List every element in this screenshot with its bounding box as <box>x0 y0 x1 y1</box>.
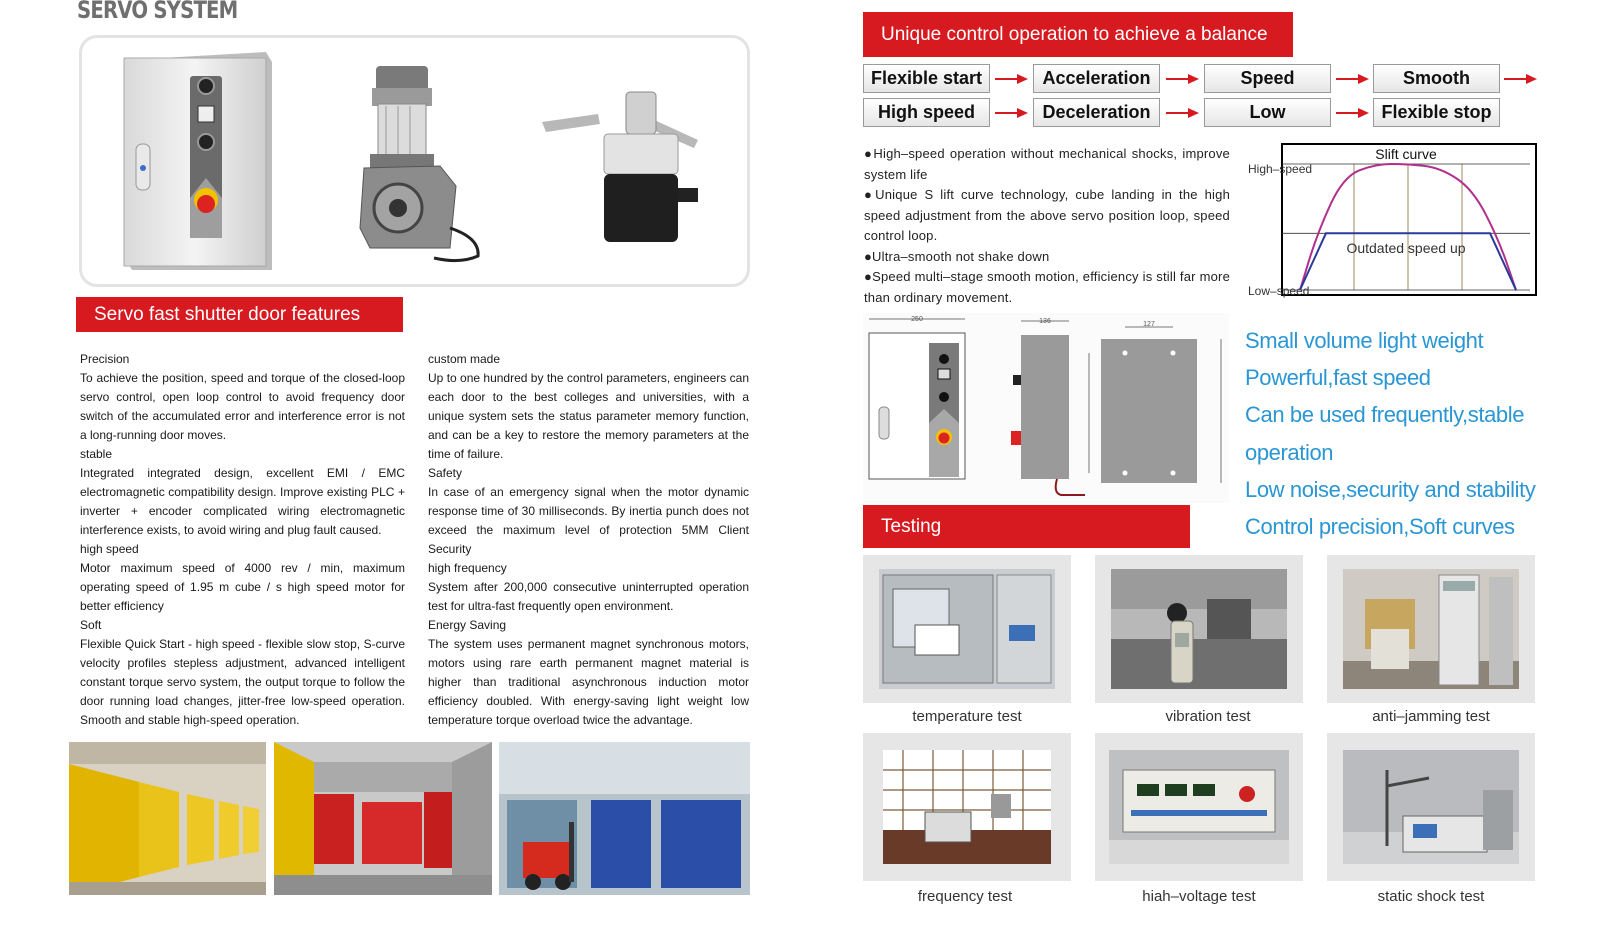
dimension-drawing <box>863 313 1229 503</box>
key-feature: Control precision,Soft curves <box>1245 514 1515 540</box>
flow-step: Low <box>1204 98 1331 127</box>
feature-heading: stable <box>80 447 113 461</box>
testing-heading: Testing <box>863 505 1190 548</box>
balance-heading: Unique control operation to achieve a balance <box>863 12 1293 57</box>
static-shock-test-photo <box>1327 733 1535 881</box>
feature-heading: Safety <box>428 466 463 480</box>
dim-mount: 127 <box>1143 321 1155 328</box>
features-heading: Servo fast shutter door features <box>76 297 403 332</box>
test-label: vibration test <box>1165 708 1251 725</box>
bullet-item: ●High–speed operation without mechanical shocks, improve system life <box>864 146 1230 182</box>
feature-body: Motor maximum speed of 4000 rev / min, maximum operating speed of 1.95 m cube / s high speed motor for better efficiency <box>80 561 405 613</box>
flow-step: Deceleration <box>1033 98 1160 127</box>
feature-heading: high speed <box>80 542 139 556</box>
feature-body: In case of an emergency signal when the motor dynamic response time of 30 milliseconds. By inertia punch does not exceed the maximum level of protection 5MM Client Security <box>428 485 749 556</box>
key-feature: operation <box>1245 439 1334 465</box>
test-label: frequency test <box>917 888 1013 905</box>
feature-heading: Soft <box>80 618 102 632</box>
key-feature: Powerful,fast speed <box>1245 365 1431 391</box>
arrow-right-icon <box>1334 73 1370 85</box>
chart-frame <box>1282 144 1536 295</box>
feature-body: To achieve the position, speed and torque of the closed-loop servo control, open loop control to avoid frequency door switch of the accumulated error and interference error is not a long-running door moves. <box>80 371 405 442</box>
yellow-doors-photo <box>69 742 266 895</box>
test-label: anti–jamming test <box>1372 708 1490 725</box>
flow-step: Flexible start <box>863 64 990 93</box>
feature-heading: custom made <box>428 352 501 366</box>
arrow-right-icon <box>993 73 1029 85</box>
key-feature: Small volume light weight <box>1245 328 1484 353</box>
forklift-warehouse-photo <box>499 742 750 895</box>
features-column-right <box>428 350 749 730</box>
flow-step: Speed <box>1204 64 1331 93</box>
s-curve-chart <box>1248 142 1538 300</box>
bullet-item: ●Unique S lift curve technology, cube landing in the high speed adjustment from the above servo position loop, speed control loop. <box>864 187 1230 243</box>
chart-title: Slift curve <box>1375 146 1437 162</box>
test-label: static shock test <box>1377 888 1485 905</box>
flow-step: Smooth <box>1373 64 1500 93</box>
gear-motor-image <box>350 58 500 268</box>
feature-heading: Precision <box>80 352 130 366</box>
red-doors-photo <box>274 742 492 895</box>
anti-jamming-test-photo <box>1327 555 1535 703</box>
arrow-right-icon <box>993 107 1029 119</box>
key-features-list <box>1245 322 1545 545</box>
test-label: temperature test <box>912 708 1022 725</box>
flow-step: Flexible stop <box>1373 98 1500 127</box>
features-column-left <box>80 350 405 730</box>
control-cabinet-image <box>120 48 280 273</box>
high-voltage-test-photo <box>1095 733 1303 881</box>
arrow-right-icon <box>1334 107 1370 119</box>
vibration-test-photo <box>1095 555 1303 703</box>
arrow-right-icon <box>1164 73 1200 85</box>
feature-heading: high frequency <box>428 561 507 575</box>
chart-annotation: Outdated speed up <box>1346 240 1466 256</box>
feature-body: Integrated integrated design, excellent EMI / EMC electromagnetic compatibility design. Improve existing PLC + inverter + encoder complicated wiring electromagnetic interference exists, to avoid wiring and plug fault caused. <box>80 466 405 537</box>
y-label-top: High–speed <box>1248 162 1313 176</box>
product-gallery <box>79 35 750 287</box>
arrow-right-icon <box>1164 107 1200 119</box>
bullet-item: ●Speed multi–stage smooth motion, efficiency is still far more than ordinary movement. <box>864 269 1230 305</box>
dim-width: 250 <box>911 316 923 323</box>
feature-body: System after 200,000 consecutive uninterrupted operation test for ultra-fast frequently open environment. <box>428 580 749 613</box>
temperature-test-photo <box>863 555 1071 703</box>
feature-body: Up to one hundred by the control parameters, engineers can each door to the best colleges and universities, with a unique system sets the status parameter memory function, and can be a key to restore the memory parameters at the time of failure. <box>428 371 749 461</box>
key-feature: Low noise,security and stability <box>1245 476 1536 502</box>
benefit-bullets <box>864 144 1230 308</box>
feature-body: The system uses permanent magnet synchronous motors, motors using rare earth permanent magnet material is higher than traditional asynchronous induction motor efficiency doubled. With energy-saving light weight low temperature torque overload twice the advantage. <box>428 637 749 727</box>
arrow-right-icon <box>1502 73 1538 85</box>
flow-step: High speed <box>863 98 990 127</box>
test-label: hiah–voltage test <box>1142 888 1256 905</box>
y-label-bottom: Low–speed <box>1248 284 1310 298</box>
feature-heading: Energy Saving <box>428 618 507 632</box>
dim-depth: 136 <box>1039 318 1051 325</box>
feature-body: Flexible Quick Start - high speed - flexible slow stop, S-curve velocity profiles stepless adjustment, advanced intelligent constant torque servo system, the output torque to follow the door running load changes, jitter-free low-speed operation. Smooth and stable high-speed operation. <box>80 637 405 727</box>
key-feature: Can be used frequently,stable <box>1245 402 1525 428</box>
frequency-test-photo <box>863 733 1071 881</box>
page-title: SERVO SYSTEM <box>77 0 238 24</box>
flow-step: Acceleration <box>1033 64 1160 93</box>
bullet-item: ●Ultra–smooth not shake down <box>864 248 1050 264</box>
encoder-motor-image <box>538 88 708 248</box>
